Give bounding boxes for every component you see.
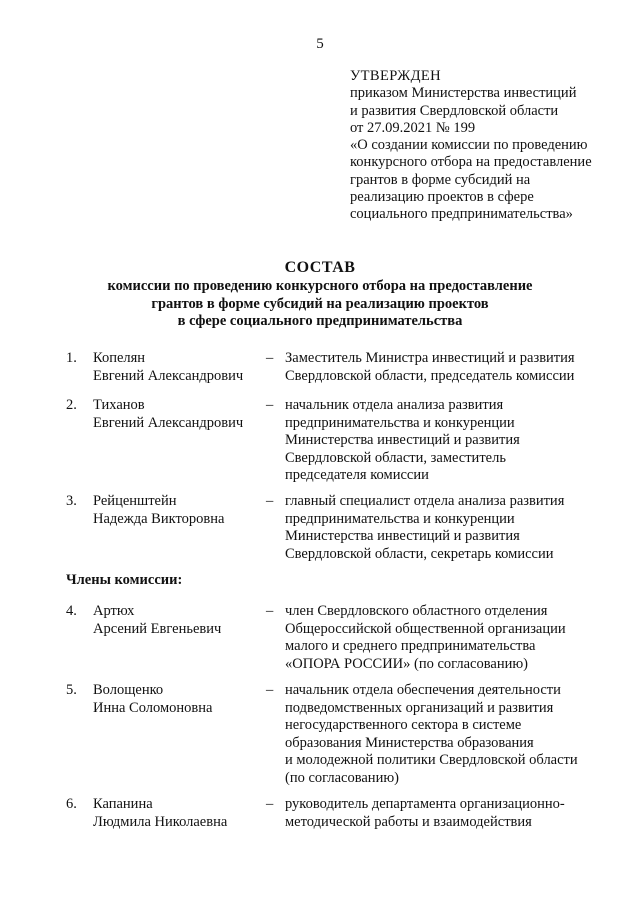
member-surname: Тиханов: [93, 397, 145, 413]
member-name: [93, 603, 263, 638]
item-number: 1.: [66, 350, 77, 366]
approval-line: и развития Свердловской области: [350, 102, 559, 119]
position-line: член Свердловского областного отделения: [285, 603, 548, 619]
approval-block: [350, 68, 620, 224]
member-surname: Артюх: [93, 603, 135, 619]
position-line: Общероссийской общественной организации: [285, 620, 566, 637]
member-given-name: Евгений Александрович: [93, 367, 244, 384]
document-subtitle-line: в сфере социального предпринимательства: [177, 313, 463, 329]
position-line: начальник отдела анализа развития: [285, 397, 504, 413]
member-given-name: Евгений Александрович: [93, 414, 244, 431]
approval-order-date: от 27.09.2021 № 199: [350, 119, 476, 136]
item-number: 5.: [66, 682, 77, 698]
approval-line: конкурсного отбора на предоставление: [350, 154, 592, 171]
document-subtitle-line: грантов в форме субсидий на реализацию проектов: [151, 295, 489, 312]
members-heading: Члены комиссии:: [66, 572, 183, 588]
member-surname: Волощенко: [93, 682, 164, 698]
position-line: председателя комиссии: [285, 467, 429, 483]
member-name: [93, 397, 263, 432]
member-position: [285, 603, 605, 673]
member-position: [285, 493, 605, 563]
approval-line: «О создании комиссии по проведению: [350, 137, 588, 154]
member-given-name: Людмила Николаевна: [93, 813, 228, 830]
member-given-name: Арсений Евгеньевич: [93, 620, 222, 637]
document-title-block: [0, 258, 640, 331]
approval-line: реализацию проектов в сфере: [350, 189, 534, 206]
member-name: [93, 350, 263, 385]
member-given-name: Надежда Викторовна: [93, 510, 225, 527]
dash: –: [266, 397, 274, 413]
approval-line: социального предпринимательства»: [350, 206, 573, 223]
member-surname: Рейценштейн: [93, 493, 177, 509]
document-subtitle-line: комиссии по проведению конкурсного отбора на предоставление: [107, 278, 533, 294]
position-line: Свердловской области, председатель комиссии: [285, 367, 575, 384]
approval-heading: УТВЕРЖДЕН: [350, 68, 442, 84]
page-number: 5: [316, 36, 324, 52]
dash: –: [266, 682, 274, 698]
member-given-name: Инна Соломоновна: [93, 699, 213, 716]
position-line: малого и среднего предпринимательства: [285, 638, 536, 654]
position-line: Министерства инвестиций и развития: [285, 528, 520, 544]
member-name: [93, 682, 263, 717]
position-line: Свердловской области, заместитель: [285, 449, 506, 466]
member-name: [93, 796, 263, 831]
position-line: Свердловской области, секретарь комиссии: [285, 545, 554, 562]
dash: –: [266, 796, 274, 812]
position-line: руководитель департамента организационно-: [285, 796, 565, 812]
dash: –: [266, 350, 274, 366]
member-name: [93, 493, 263, 528]
member-position: [285, 682, 605, 787]
member-position: [285, 796, 605, 831]
position-line: Министерства инвестиций и развития: [285, 432, 520, 448]
position-line: «ОПОРА РОССИИ» (по согласованию): [285, 655, 529, 672]
position-line: образования Министерства образования: [285, 734, 534, 751]
member-surname: Капанина: [93, 796, 153, 812]
position-line: начальник отдела обеспечения деятельности: [285, 682, 561, 698]
member-position: [285, 350, 605, 385]
item-number: 6.: [66, 796, 77, 812]
dash: –: [266, 603, 274, 619]
item-number: 3.: [66, 493, 77, 509]
position-line: Заместитель Министра инвестиций и развития: [285, 350, 575, 366]
position-line: и молодежной политики Свердловской области: [285, 752, 578, 768]
position-line: методической работы и взаимодействия: [285, 813, 532, 830]
position-line: подведомственных организаций и развития: [285, 699, 554, 716]
position-line: предпринимательства и конкуренции: [285, 510, 515, 527]
document-title: СОСТАВ: [284, 259, 356, 276]
position-line: (по согласованию): [285, 769, 399, 786]
position-line: негосударственного сектора в системе: [285, 717, 522, 733]
approval-line: приказом Министерства инвестиций: [350, 85, 577, 102]
position-line: главный специалист отдела анализа развития: [285, 493, 565, 509]
member-surname: Копелян: [93, 350, 146, 366]
item-number: 4.: [66, 603, 77, 619]
approval-line: грантов в форме субсидий на: [350, 171, 531, 188]
member-position: [285, 397, 605, 485]
position-line: предпринимательства и конкуренции: [285, 414, 515, 431]
item-number: 2.: [66, 397, 77, 413]
dash: –: [266, 493, 274, 509]
